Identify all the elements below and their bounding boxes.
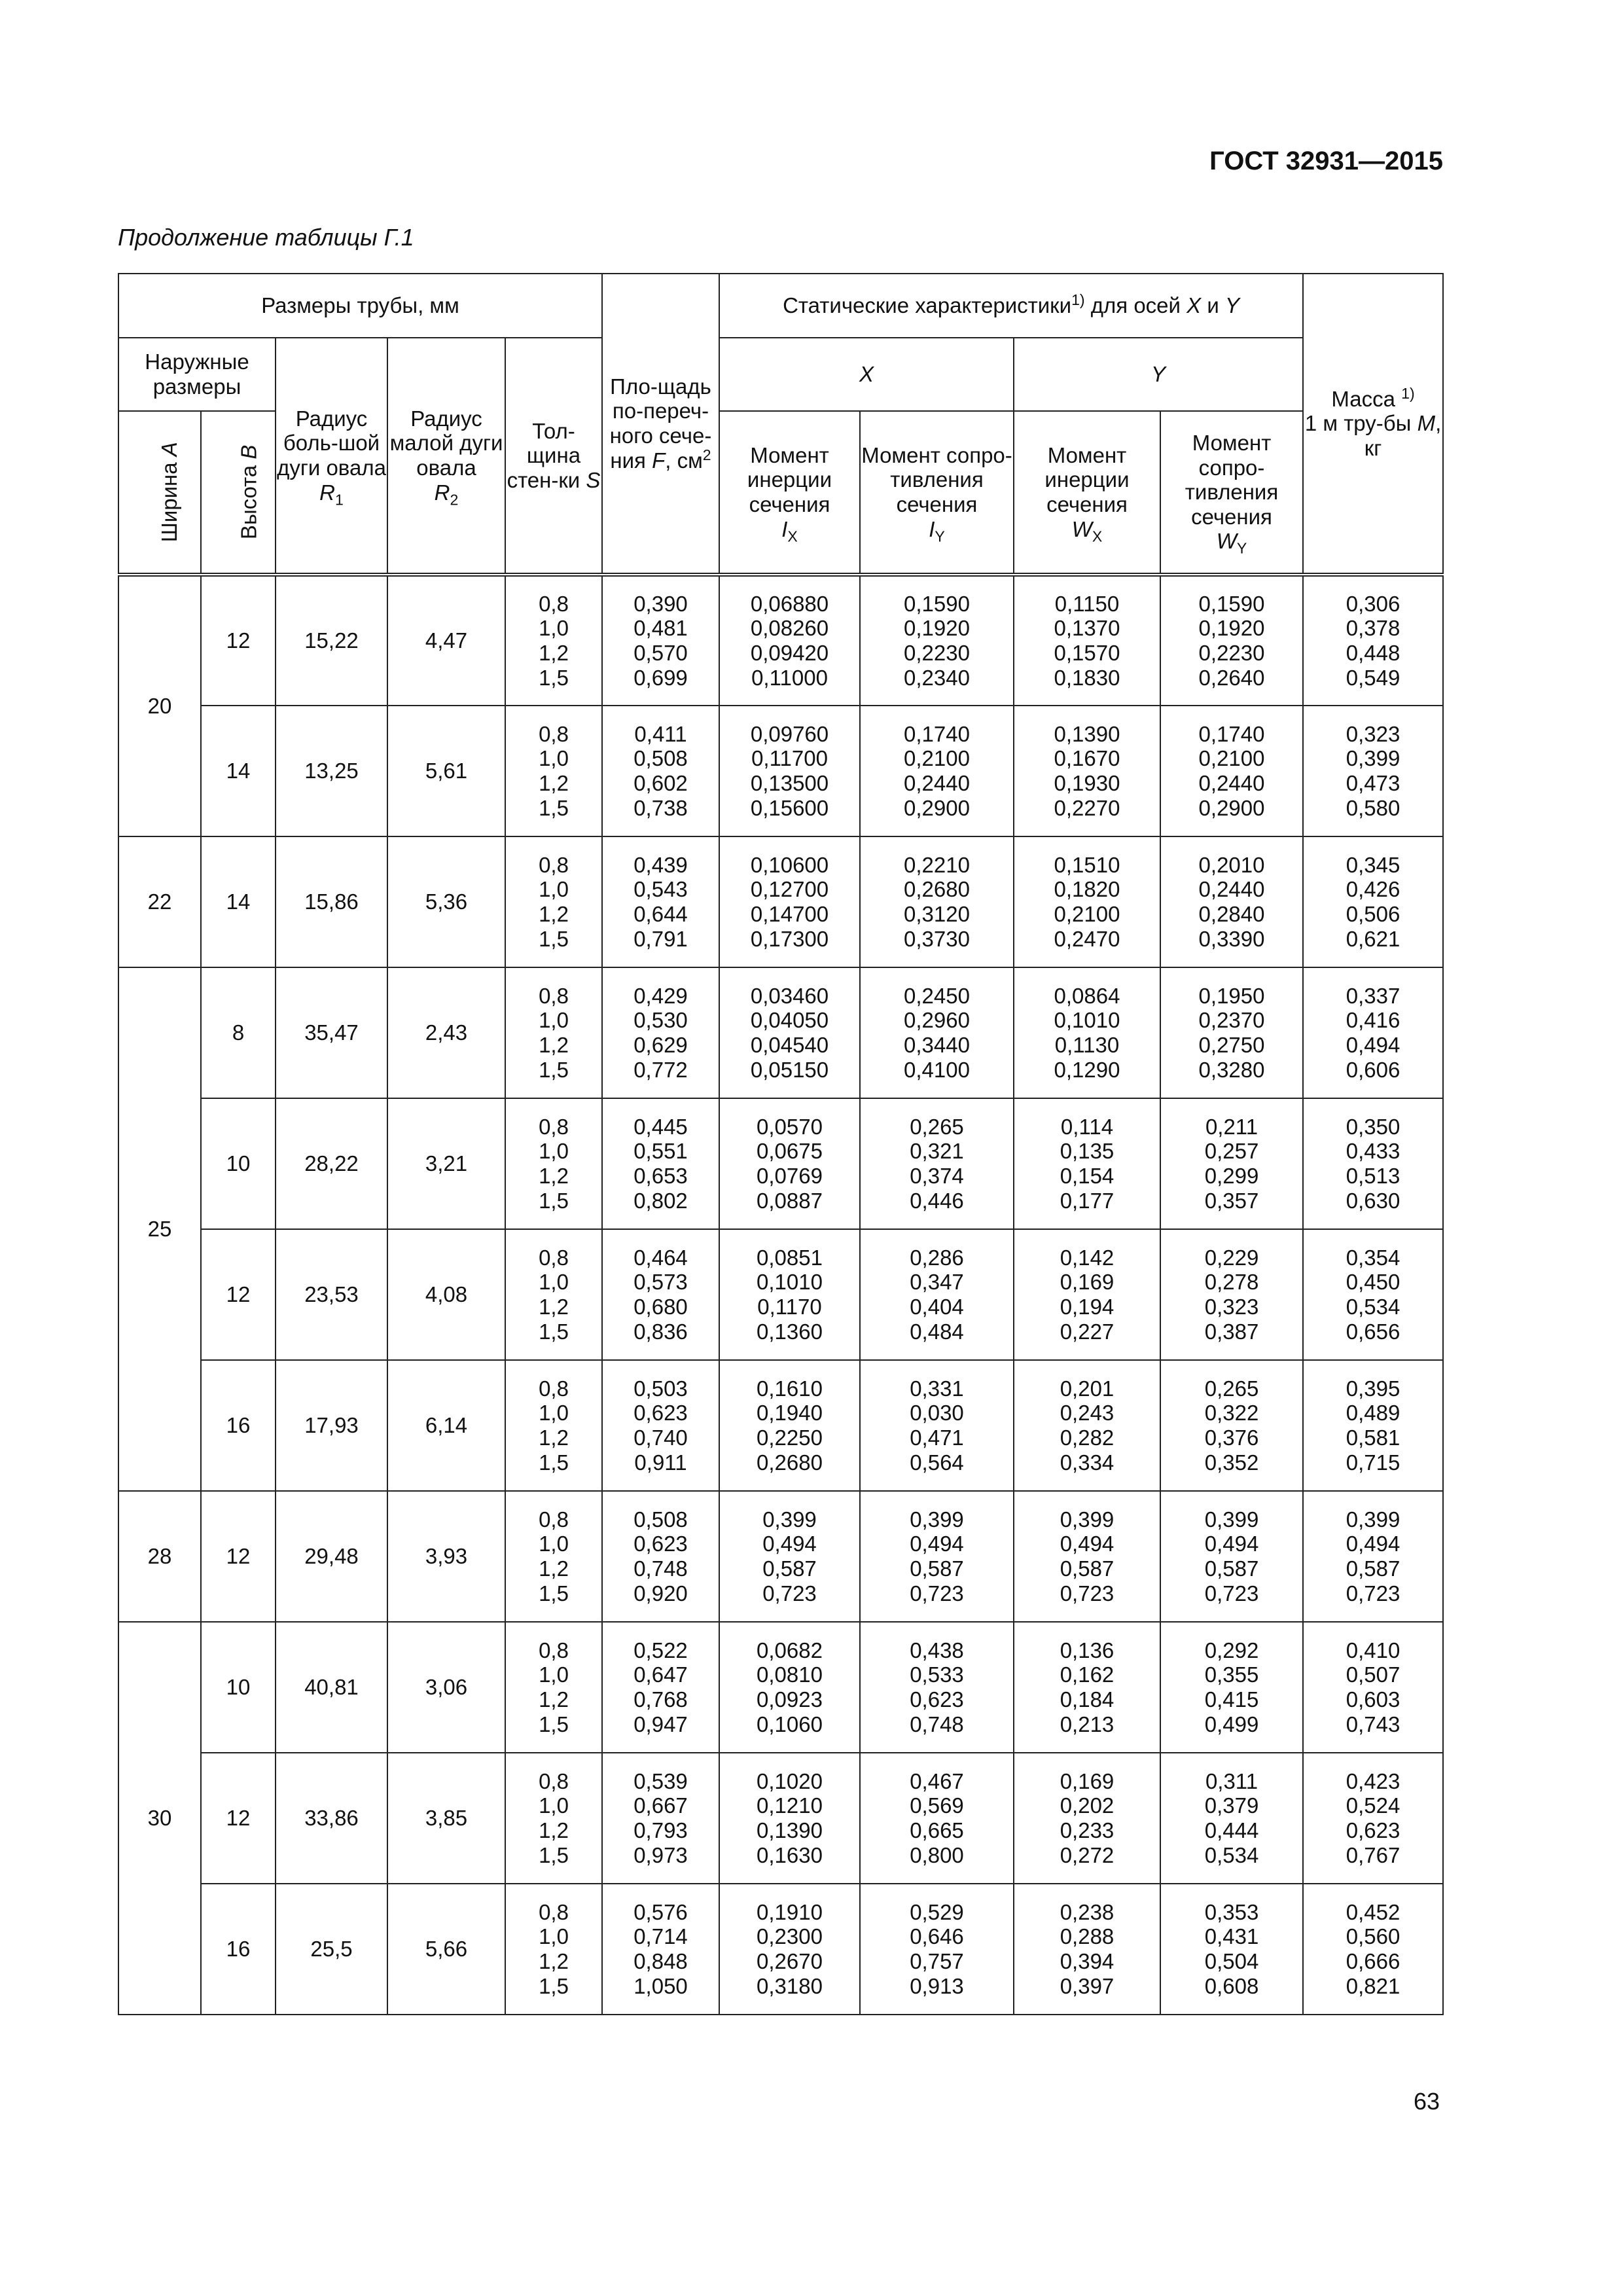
r1-cell: 40,81 [276, 1622, 387, 1753]
area-header: Пло-щадь по-переч-ного сече-ния F, $см^2$ [602, 274, 719, 575]
r1-cell: 25,5 [276, 1884, 387, 2015]
iy-cell: 0,1740 0,2100 0,2440 0,2900 [860, 706, 1014, 836]
wy-cell: 0,211 0,257 0,299 0,357 [1160, 1098, 1303, 1229]
ix-cell: 0,10600 0,12700 0,14700 0,17300 [719, 836, 860, 967]
wy-cell: 0,292 0,355 0,415 0,499 [1160, 1622, 1303, 1753]
wy-cell: 0,353 0,431 0,504 0,608 [1160, 1884, 1303, 2015]
wy-cell: 0,229 0,278 0,323 0,387 [1160, 1229, 1303, 1360]
wx-cell: 0,169 0,202 0,233 0,272 [1014, 1753, 1160, 1884]
ix-cell: 0,1910 0,2300 0,2670 0,3180 [719, 1884, 860, 2015]
mass-cell: 0,354 0,450 0,534 0,656 [1303, 1229, 1443, 1360]
wy-cell: 0,2010 0,2440 0,2840 0,3390 [1160, 836, 1303, 967]
table-row [118, 967, 1443, 1098]
r1-cell: 23,53 [276, 1229, 387, 1360]
table-row [118, 1229, 1443, 1360]
mass-cell: 0,423 0,524 0,623 0,767 [1303, 1753, 1443, 1884]
iy-cell: 0,467 0,569 0,665 0,800 [860, 1753, 1014, 1884]
r2-cell: 4,47 [387, 575, 505, 706]
r2-header: Радиус малой дуги овала $R_2$ [387, 338, 505, 575]
wy-cell: 0,1590 0,1920 0,2230 0,2640 [1160, 575, 1303, 706]
table-row [118, 575, 1443, 706]
width-cell: 22 [118, 836, 201, 967]
r1-cell: 33,86 [276, 1753, 387, 1884]
table-body [118, 575, 1443, 2015]
mass-header: Масса $^{1)}$ 1 м тру-бы M, кг [1303, 274, 1443, 575]
r1-cell: 35,47 [276, 967, 387, 1098]
wy-header: Момент сопро-тивления сечения $W_Y$ [1160, 411, 1303, 575]
mass-cell: 0,345 0,426 0,506 0,621 [1303, 836, 1443, 967]
wx-cell: 0,1510 0,1820 0,2100 0,2470 [1014, 836, 1160, 967]
width-cell: 25 [118, 967, 201, 1491]
r2-cell: 5,66 [387, 1884, 505, 2015]
iy-cell: 0,265 0,321 0,374 0,446 [860, 1098, 1014, 1229]
height-cell: 12 [201, 1753, 276, 1884]
ix-cell: 0,03460 0,04050 0,04540 0,05150 [719, 967, 860, 1098]
area-cell: 0,439 0,543 0,644 0,791 [602, 836, 719, 967]
wy-cell: 0,1950 0,2370 0,2750 0,3280 [1160, 967, 1303, 1098]
width-cell: 30 [118, 1622, 201, 2015]
area-cell: 0,411 0,508 0,602 0,738 [602, 706, 719, 836]
r2-cell: 3,85 [387, 1753, 505, 1884]
area-cell: 0,522 0,647 0,768 0,947 [602, 1622, 719, 1753]
wall-thickness-cell: 0,8 1,0 1,2 1,5 [505, 1491, 602, 1622]
area-cell: 0,539 0,667 0,793 0,973 [602, 1753, 719, 1884]
height-cell: 12 [201, 575, 276, 706]
wall-thickness-cell: 0,8 1,0 1,2 1,5 [505, 1753, 602, 1884]
wy-cell: 0,265 0,322 0,376 0,352 [1160, 1360, 1303, 1491]
table-row [118, 1360, 1443, 1491]
ix-cell: 0,1610 0,1940 0,2250 0,2680 [719, 1360, 860, 1491]
area-cell: 0,445 0,551 0,653 0,802 [602, 1098, 719, 1229]
r2-cell: 5,61 [387, 706, 505, 836]
area-cell: 0,429 0,530 0,629 0,772 [602, 967, 719, 1098]
table-row [118, 706, 1443, 836]
mass-cell: 0,323 0,399 0,473 0,580 [1303, 706, 1443, 836]
r2-cell: 5,36 [387, 836, 505, 967]
wall-thickness-cell: 0,8 1,0 1,2 1,5 [505, 1360, 602, 1491]
r1-header: Радиус боль-шой дуги овала $R_1$ [276, 338, 387, 575]
wall-thickness-cell: 0,8 1,0 1,2 1,5 [505, 1622, 602, 1753]
wall-thickness-cell: 0,8 1,0 1,2 1,5 [505, 836, 602, 967]
mass-cell: 0,410 0,507 0,603 0,743 [1303, 1622, 1443, 1753]
ix-cell: 0,06880 0,08260 0,09420 0,11000 [719, 575, 860, 706]
static-characteristics-header: Статические характеристики$^{1)}$ для осей X и Y [719, 274, 1303, 338]
wx-cell: 0,0864 0,1010 0,1130 0,1290 [1014, 967, 1160, 1098]
height-cell: 10 [201, 1622, 276, 1753]
height-header: Высота B [201, 411, 276, 575]
mass-cell: 0,452 0,560 0,666 0,821 [1303, 1884, 1443, 2015]
width-cell: 28 [118, 1491, 201, 1622]
ix-cell: 0,1020 0,1210 0,1390 0,1630 [719, 1753, 860, 1884]
area-cell: 0,464 0,573 0,680 0,836 [602, 1229, 719, 1360]
ix-cell: 0,0851 0,1010 0,1170 0,1360 [719, 1229, 860, 1360]
width-cell: 20 [118, 575, 201, 836]
wy-cell: 0,399 0,494 0,587 0,723 [1160, 1491, 1303, 1622]
mass-cell: 0,350 0,433 0,513 0,630 [1303, 1098, 1443, 1229]
r2-cell: 6,14 [387, 1360, 505, 1491]
ix-cell: 0,09760 0,11700 0,13500 0,15600 [719, 706, 860, 836]
height-cell: 14 [201, 706, 276, 836]
wx-header: Момент инерции сечения $W_X$ [1014, 411, 1160, 575]
mass-cell: 0,337 0,416 0,494 0,606 [1303, 967, 1443, 1098]
ix-cell: 0,0682 0,0810 0,0923 0,1060 [719, 1622, 860, 1753]
width-header: Ширина A [118, 411, 201, 575]
iy-cell: 0,1590 0,1920 0,2230 0,2340 [860, 575, 1014, 706]
table-row [118, 1884, 1443, 2015]
r2-cell: 4,08 [387, 1229, 505, 1360]
outer-sizes-header: Наружные размеры [118, 338, 276, 411]
r1-cell: 15,22 [276, 575, 387, 706]
height-cell: 10 [201, 1098, 276, 1229]
height-cell: 12 [201, 1229, 276, 1360]
r2-cell: 3,21 [387, 1098, 505, 1229]
table-row [118, 836, 1443, 967]
mass-cell: 0,399 0,494 0,587 0,723 [1303, 1491, 1443, 1622]
iy-cell: 0,2210 0,2680 0,3120 0,3730 [860, 836, 1014, 967]
table-row [118, 1753, 1443, 1884]
wx-cell: 0,136 0,162 0,184 0,213 [1014, 1622, 1160, 1753]
mass-cell: 0,395 0,489 0,581 0,715 [1303, 1360, 1443, 1491]
ix-cell: 0,0570 0,0675 0,0769 0,0887 [719, 1098, 860, 1229]
r1-cell: 15,86 [276, 836, 387, 967]
height-cell: 14 [201, 836, 276, 967]
iy-cell: 0,331 0,030 0,471 0,564 [860, 1360, 1014, 1491]
page-number: 63 [1413, 2088, 1440, 2115]
wall-thickness-cell: 0,8 1,0 1,2 1,5 [505, 967, 602, 1098]
wall-thickness-cell: 0,8 1,0 1,2 1,5 [505, 706, 602, 836]
wall-thickness-cell: 0,8 1,0 1,2 1,5 [505, 1098, 602, 1229]
r1-cell: 13,25 [276, 706, 387, 836]
wx-cell: 0,399 0,494 0,587 0,723 [1014, 1491, 1160, 1622]
wall-thickness-cell: 0,8 1,0 1,2 1,5 [505, 1884, 602, 2015]
table-row [118, 1098, 1443, 1229]
axis-y-header: Y [1014, 338, 1303, 411]
r1-cell: 29,48 [276, 1491, 387, 1622]
wx-cell: 0,201 0,243 0,282 0,334 [1014, 1360, 1160, 1491]
height-cell: 16 [201, 1884, 276, 2015]
height-cell: 8 [201, 967, 276, 1098]
wx-cell: 0,238 0,288 0,394 0,397 [1014, 1884, 1160, 2015]
wx-cell: 0,1390 0,1670 0,1930 0,2270 [1014, 706, 1160, 836]
sizes-group-header: Размеры трубы, мм [118, 274, 602, 338]
r1-cell: 28,22 [276, 1098, 387, 1229]
r1-cell: 17,93 [276, 1360, 387, 1491]
wy-cell: 0,311 0,379 0,444 0,534 [1160, 1753, 1303, 1884]
area-cell: 0,390 0,481 0,570 0,699 [602, 575, 719, 706]
area-cell: 0,576 0,714 0,848 1,050 [602, 1884, 719, 2015]
ix-header: Момент инерции сечения $I_X$ [719, 411, 860, 575]
height-cell: 16 [201, 1360, 276, 1491]
mass-cell: 0,306 0,378 0,448 0,549 [1303, 575, 1443, 706]
pipe-properties-table [118, 273, 1444, 2015]
wy-cell: 0,1740 0,2100 0,2440 0,2900 [1160, 706, 1303, 836]
iy-cell: 0,286 0,347 0,404 0,484 [860, 1229, 1014, 1360]
table-row [118, 1622, 1443, 1753]
iy-cell: 0,529 0,646 0,757 0,913 [860, 1884, 1014, 2015]
table-caption: Продолжение таблицы Г.1 [118, 224, 414, 251]
wx-cell: 0,1150 0,1370 0,1570 0,1830 [1014, 575, 1160, 706]
iy-header: Момент сопро-тивления сечения $I_Y$ [860, 411, 1014, 575]
wall-thickness-header: Тол-щина стен-ки S [505, 338, 602, 575]
r2-cell: 3,93 [387, 1491, 505, 1622]
r2-cell: 2,43 [387, 967, 505, 1098]
area-cell: 0,503 0,623 0,740 0,911 [602, 1360, 719, 1491]
wx-cell: 0,114 0,135 0,154 0,177 [1014, 1098, 1160, 1229]
axis-x-header: X [719, 338, 1014, 411]
document-header: ГОСТ 32931—2015 [1209, 147, 1443, 175]
table-row [118, 1491, 1443, 1622]
r2-cell: 3,06 [387, 1622, 505, 1753]
ix-cell: 0,399 0,494 0,587 0,723 [719, 1491, 860, 1622]
iy-cell: 0,438 0,533 0,623 0,748 [860, 1622, 1014, 1753]
wall-thickness-cell: 0,8 1,0 1,2 1,5 [505, 575, 602, 706]
iy-cell: 0,2450 0,2960 0,3440 0,4100 [860, 967, 1014, 1098]
wall-thickness-cell: 0,8 1,0 1,2 1,5 [505, 1229, 602, 1360]
area-cell: 0,508 0,623 0,748 0,920 [602, 1491, 719, 1622]
wx-cell: 0,142 0,169 0,194 0,227 [1014, 1229, 1160, 1360]
iy-cell: 0,399 0,494 0,587 0,723 [860, 1491, 1014, 1622]
height-cell: 12 [201, 1491, 276, 1622]
